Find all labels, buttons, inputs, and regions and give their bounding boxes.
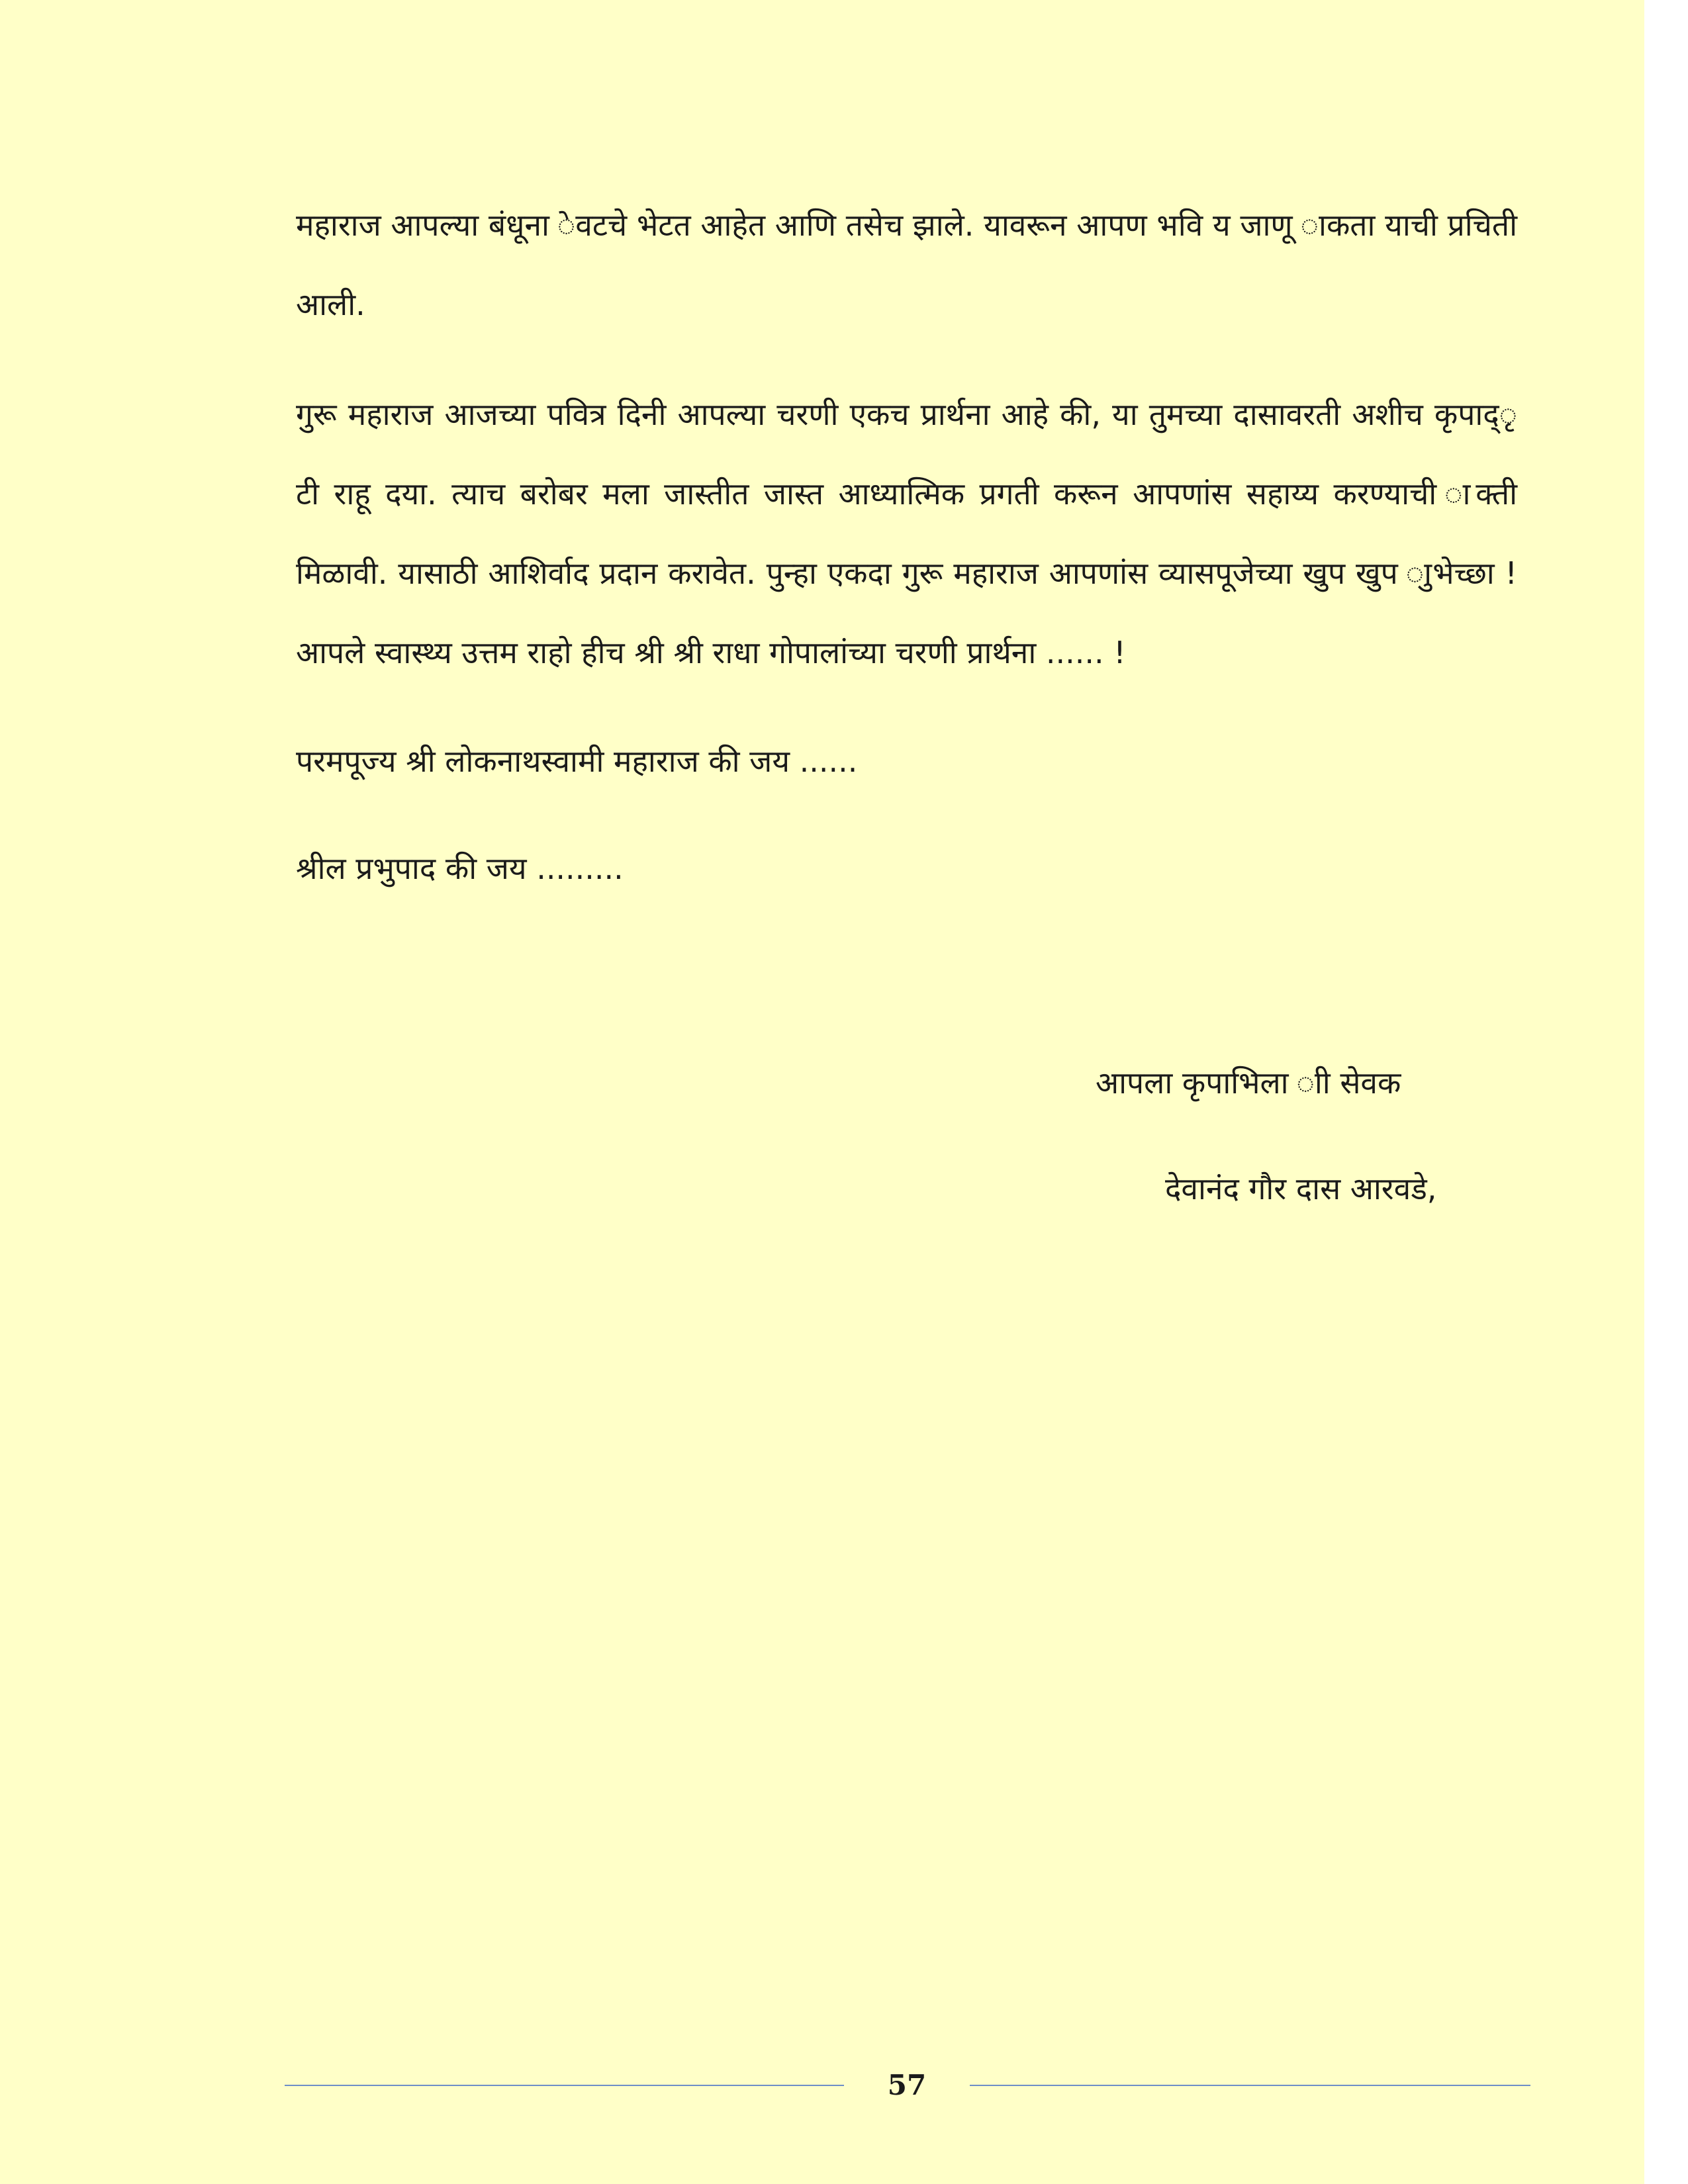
jay-line-1: परमपूज्य श्री लोकनाथस्वामी महाराज की जय ...... — [296, 743, 858, 779]
signature-name: देवानंद गौर दास आरवडे, — [1165, 1171, 1437, 1206]
page-edge-margin — [1644, 0, 1688, 2184]
footer-rule-left — [285, 2085, 844, 2086]
page-number: 57 — [887, 2069, 927, 2101]
jay-line-2: श्रील प्रभुपाद की जय ......... — [296, 850, 624, 886]
footer-rule-right — [970, 2085, 1530, 2086]
closing-line: आपला कृपाभिला ाी सेवक — [1096, 1065, 1401, 1101]
paragraph-2: गुरू महाराज आजच्या पवित्र दिनी आपल्या चरणी एकच प्रार्थना आहे की, या तुमच्या दासावरती अशीच कृपाद्ृ टी राहू दया. त्याच बरोबर मला जास्तीत जास्त आध्यात्मिक प्रगती करून आपणांस सहाय्य करण्याची ाक्ती मिळावी. यासाठी आशिर्वाद प्रदान करावेत. पुन्हा एकदा गुरू महाराज आपणांस व्यासपूजेच्या खुप खुप ाुभेच्छा ! आपले स्वास्थ्य उत्तम राहो हीच श्री श्री राधा गोपालांच्या चरणी प्रार्थना ...... ! — [296, 396, 1517, 670]
paragraph-1: महाराज आपल्या बंधूना ेवटचे भेटत आहेत आणि तसेच झाले. यावरून आपण भवि य जाणू ाकता याची प्रचिती आली. — [296, 207, 1517, 322]
